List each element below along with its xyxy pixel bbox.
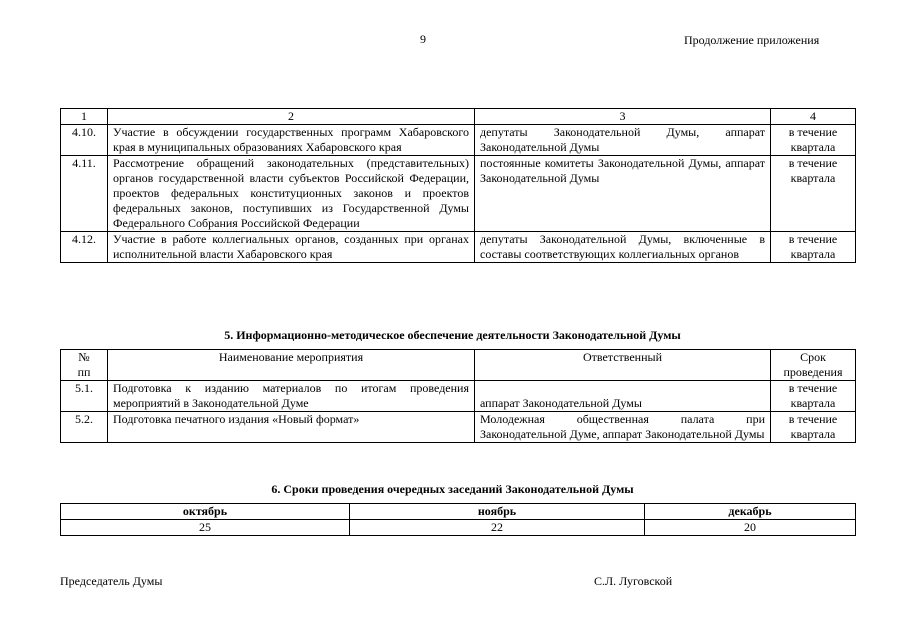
section-5-title: 5. Информационно-методическое обеспечение деятельности Законодательной Думы — [224, 328, 681, 342]
months-row — [61, 504, 856, 520]
item-event: Рассмотрение обращений законодательных (представительных) органов государственной власти субъектов Российской Федерации, проектов федеральных конституционных законов и проектов федеральных законов, поступивших из Государственной Думы Федерального Собрания Российской Федерации — [108, 156, 475, 232]
header-term-line2: проведения — [783, 365, 843, 379]
plan-table-section5 — [60, 349, 856, 443]
item-event: Подготовка печатного издания «Новый формат» — [108, 412, 475, 443]
item-term: в течение квартала — [771, 156, 856, 232]
column-number-cell: 3 — [475, 109, 771, 125]
page-number: 9 — [420, 32, 426, 46]
item-number: 5.2. — [61, 412, 108, 443]
item-term: в течение квартала — [771, 232, 856, 263]
item-responsible: постоянные комитеты Законодательной Думы, аппарат Законодательной Думы — [475, 156, 771, 232]
plan-table-section4 — [60, 108, 856, 263]
chairman-title: Председатель Думы — [60, 574, 163, 588]
item-number: 4.11. — [61, 156, 108, 232]
item-responsible: Молодежная общественная палата при Законодательной Думе, аппарат Законодательной Думы — [475, 412, 771, 443]
header-term — [771, 350, 856, 381]
column-number-cell: 1 — [61, 109, 108, 125]
header-row — [61, 350, 856, 381]
header-number-line2: пп — [77, 365, 91, 379]
item-event: Участие в работе коллегиальных органов, созданных при органах исполнительной власти Хабаровского края — [108, 232, 475, 263]
continuation-label: Продолжение приложения — [684, 33, 820, 47]
item-term: в течение квартала — [771, 381, 856, 412]
table-row — [61, 412, 856, 443]
item-number: 4.12. — [61, 232, 108, 263]
month-october: октябрь — [61, 504, 350, 520]
month-november: ноябрь — [350, 504, 645, 520]
header-number — [61, 350, 108, 381]
item-event: Подготовка к изданию материалов по итогам проведения мероприятий в Законодательной Думе — [108, 381, 475, 412]
table-row — [61, 381, 856, 412]
header-number-line1: № — [78, 350, 90, 364]
item-event: Участие в обсуждении государственных программ Хабаровского края в муниципальных образованиях Хабаровского края — [108, 125, 475, 156]
header-event: Наименование мероприятия — [108, 350, 475, 381]
column-number-cell: 4 — [771, 109, 856, 125]
section-6-title: 6. Сроки проведения очередных заседаний Законодательной Думы — [271, 482, 634, 496]
days-row — [61, 520, 856, 536]
header-responsible: Ответственный — [475, 350, 771, 381]
day-december: 20 — [645, 520, 856, 536]
table-row — [61, 232, 856, 263]
item-responsible: депутаты Законодательной Думы, аппарат Законодательной Думы — [475, 125, 771, 156]
month-december: декабрь — [645, 504, 856, 520]
item-responsible: депутаты Законодательной Думы, включенные в составы соответствующих коллегиальных органов — [475, 232, 771, 263]
session-dates-table — [60, 503, 856, 536]
day-november: 22 — [350, 520, 645, 536]
item-number: 4.10. — [61, 125, 108, 156]
table-row — [61, 125, 856, 156]
signatory-name: С.Л. Луговской — [594, 574, 673, 588]
table-row — [61, 156, 856, 232]
item-term: в течение квартала — [771, 125, 856, 156]
item-responsible: аппарат Законодательной Думы — [475, 381, 771, 412]
day-october: 25 — [61, 520, 350, 536]
column-number-cell: 2 — [108, 109, 475, 125]
item-number: 5.1. — [61, 381, 108, 412]
item-term: в течение квартала — [771, 412, 856, 443]
column-number-row — [61, 109, 856, 125]
header-term-line1: Срок — [800, 350, 826, 364]
